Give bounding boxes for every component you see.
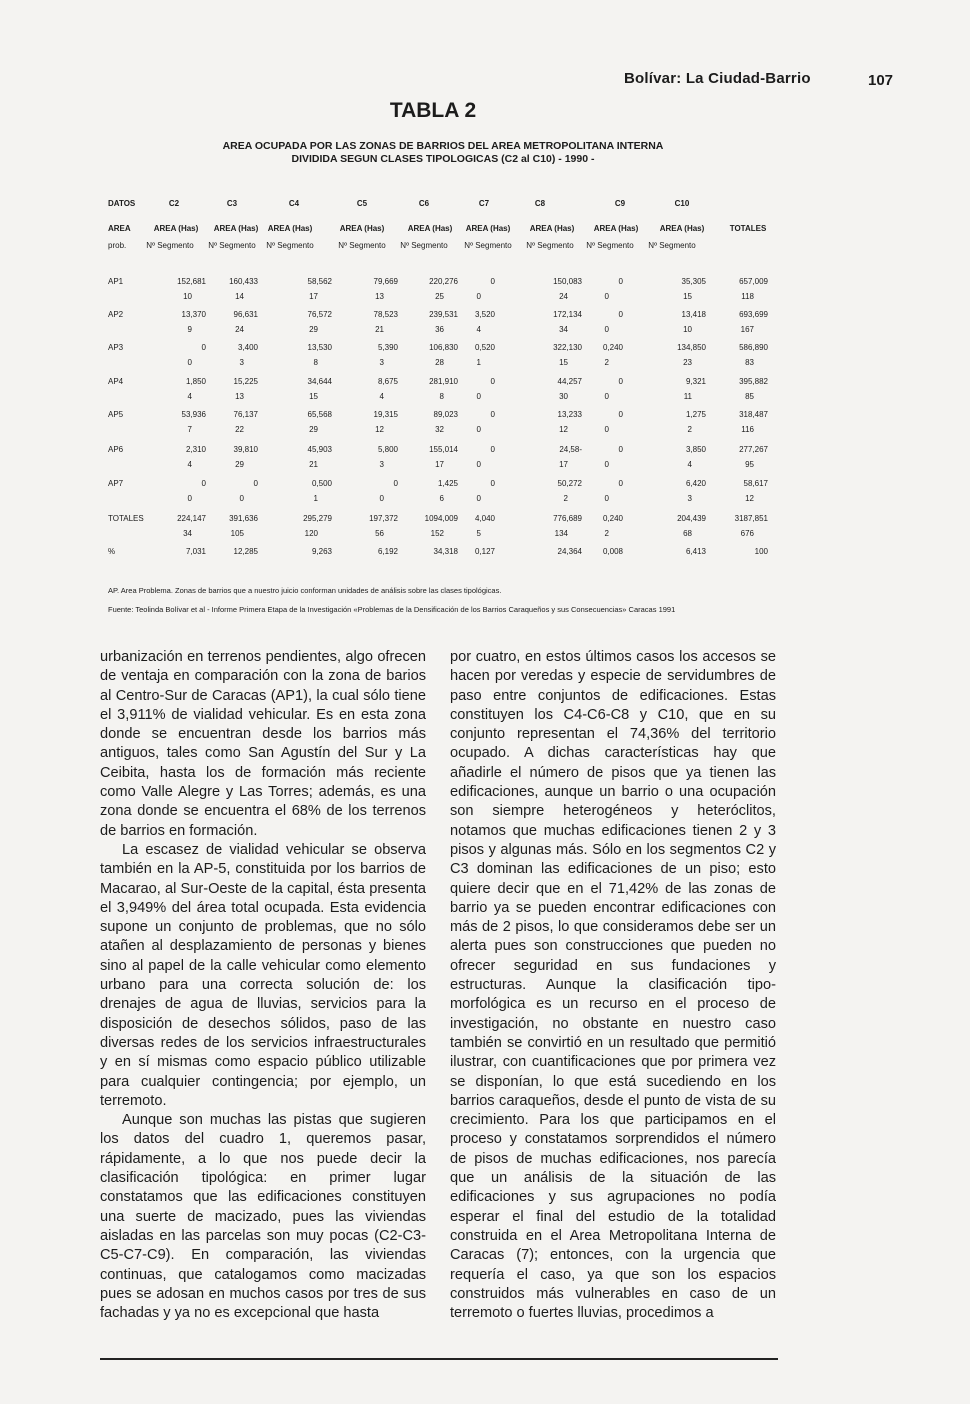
table-header-cell: Nº Segmento (400, 241, 448, 250)
table-cell-area: 220,276 (429, 277, 458, 286)
table-cell-segment: 152 (430, 529, 444, 538)
table-cell-area: 395,882 (739, 377, 768, 386)
table-header-cell: AREA (Has) (659, 224, 705, 233)
table-row-label: AP2 (108, 310, 124, 319)
running-head: Bolívar: La Ciudad-Barrio (624, 70, 811, 87)
table-cell-segment: 12 (745, 494, 754, 503)
table-header-cell: C2 (168, 199, 180, 208)
table-header-cell: Nº Segmento (648, 241, 696, 250)
body-column-right (450, 648, 776, 1323)
table-cell-segment: 1 (476, 358, 481, 367)
table-cell-segment: 7 (187, 425, 192, 434)
table-cell-segment: 17 (309, 292, 318, 301)
table-cell-area: 58,617 (743, 479, 768, 488)
data-table (0, 0, 970, 640)
table-cell-area: 152,681 (177, 277, 206, 286)
table-header-cell: AREA (Has) (593, 224, 639, 233)
table-cell-area: 0,240 (602, 343, 623, 352)
table-cell-area: 3187,851 (734, 514, 768, 523)
table-cell-segment: 24 (235, 325, 244, 334)
paragraph: La escasez de vialidad vehicular se observa también en la AP-5, constituida por los barrios de Macarao, al Sur-Oeste de la capital, ésta presenta el 3,949% del área total ocupada. Esta evidencia supone un conjunto de problemas, que no sólo atañen al desplazamiento de personas y bienes sino al papel de la calle vehicular como elemento urbano para una correcta solución de: los drenajes de agua de lluvias, servicios para la disposición de desechos sólidos, paso de las diversas redes de los servicios infraestructurales y en sí mismas como espacio público utilizable para cualquier contingencia; por ejemplo, un terremoto. (100, 841, 426, 1109)
table-cell-area: 89,023 (433, 410, 458, 419)
table-cell-segment: 56 (375, 529, 384, 538)
table-cell-area: 586,890 (739, 343, 768, 352)
table-cell-area: 5,800 (377, 445, 398, 454)
table-caption-line: AREA OCUPADA POR LAS ZONAS DE BARRIOS DEL AREA METROPOLITANA INTERNA (222, 140, 664, 152)
table-cell-area: 0 (618, 445, 623, 454)
table-row-label: TOTALES (108, 514, 144, 523)
table-cell-segment: 105 (230, 529, 244, 538)
table-cell-segment: 3 (687, 494, 692, 503)
table-cell-area: 106,830 (429, 343, 458, 352)
table-header-cell: AREA (Has) (465, 224, 511, 233)
table-cell-area: 78,523 (373, 310, 398, 319)
table-cell-area: 0,240 (602, 514, 623, 523)
table-cell-area: 24,364 (557, 547, 582, 556)
bottom-rule (100, 1358, 778, 1360)
table-cell-area: 776,689 (553, 514, 582, 523)
table-cell-area: 3,400 (237, 343, 258, 352)
table-cell-segment: 29 (235, 460, 244, 469)
table-cell-segment: 15 (309, 392, 318, 401)
table-cell-segment: 118 (741, 292, 754, 301)
table-cell-segment: 10 (183, 292, 192, 301)
table-header-cell: C4 (288, 199, 300, 208)
table-cell-area: 155,014 (429, 445, 458, 454)
table-cell-area: 1094,009 (424, 514, 458, 523)
table-cell-segment: 32 (435, 425, 444, 434)
table-cell-area: 35,305 (681, 277, 706, 286)
table-note: AP. Area Problema. Zonas de barrios que a nuestro juicio conforman unidades de análisis sobre las clases tipológicas. (108, 586, 502, 595)
table-row-label: AP4 (108, 377, 124, 386)
table-header-cell: C3 (226, 199, 238, 208)
table-cell-segment: 22 (235, 425, 244, 434)
table-cell-segment: 3 (239, 358, 244, 367)
table-cell-area: 657,009 (739, 277, 768, 286)
table-cell-area: 0 (253, 479, 258, 488)
table-cell-area: 34,318 (433, 547, 458, 556)
table-caption-line: DIVIDIDA SEGUN CLASES TIPOLOGICAS (C2 al C10) - 1990 - (291, 153, 595, 165)
table-cell-area: 13,418 (681, 310, 706, 319)
table-cell-segment: 2 (604, 358, 609, 367)
table-cell-area: 58,562 (307, 277, 332, 286)
table-cell-area: 6,192 (377, 547, 398, 556)
table-cell-segment: 68 (683, 529, 692, 538)
table-header-cell: AREA (Has) (407, 224, 453, 233)
table-cell-segment: 29 (309, 325, 318, 334)
table-row-label: AP1 (108, 277, 124, 286)
table-cell-segment: 0 (476, 425, 481, 434)
table-cell-area: 3,520 (474, 310, 495, 319)
paragraph: Aunque son muchas las pistas que sugieren los datos del cuadro 1, queremos pasar, rápidamente, a lo que nos puede decir la clasificación tipológica: en primer lugar constatamos que las edificaciones constituyen una suerte de macizado, pues las viviendas aisladas en las parcelas son muy pocas (C2-C3-C5-C7-C9). En comparación, las viviendas continuas, que catalogamos como macizadas pues se adosan en muchos casos por tres de sus fachadas y ya no es excepcional que hasta (100, 1112, 426, 1322)
table-cell-segment: 4 (687, 460, 692, 469)
table-cell-area: 65,568 (307, 410, 332, 419)
table-cell-segment: 0 (476, 392, 481, 401)
table-header-cell: C5 (356, 199, 368, 208)
table-cell-segment: 2 (563, 494, 568, 503)
table-cell-segment: 4 (476, 325, 481, 334)
table-cell-area: 0 (618, 410, 623, 419)
table-header-cell: Nº Segmento (464, 241, 512, 250)
table-cell-area: 1,275 (685, 410, 706, 419)
table-cell-area: 0 (393, 479, 398, 488)
table-cell-area: 0 (618, 310, 623, 319)
table-cell-segment: 1 (313, 494, 318, 503)
table-cell-segment: 0 (604, 325, 609, 334)
table-cell-area: 34,644 (307, 377, 332, 386)
table-cell-segment: 29 (309, 425, 318, 434)
table-cell-segment: 24 (559, 292, 568, 301)
table-cell-area: 172,134 (553, 310, 582, 319)
table-header-cell: Nº Segmento (266, 241, 314, 250)
table-row-label: AP3 (108, 343, 124, 352)
table-cell-segment: 85 (745, 392, 754, 401)
table-cell-segment: 0 (604, 494, 609, 503)
table-cell-segment: 9 (187, 325, 192, 334)
table-header-cell: Nº Segmento (586, 241, 634, 250)
table-cell-segment: 0 (604, 392, 609, 401)
table-cell-area: 134,850 (677, 343, 706, 352)
table-cell-segment: 12 (375, 425, 384, 434)
table-header-cell: Nº Segmento (338, 241, 386, 250)
table-cell-area: 0 (490, 479, 495, 488)
table-cell-segment: 28 (435, 358, 444, 367)
table-row-label: % (108, 547, 116, 556)
table-cell-segment: 4 (187, 460, 192, 469)
table-cell-segment: 0 (476, 460, 481, 469)
table-title: TABLA 2 (389, 99, 477, 122)
table-cell-segment: 134 (554, 529, 568, 538)
table-cell-segment: 14 (235, 292, 244, 301)
table-cell-area: 277,267 (739, 445, 768, 454)
table-cell-segment: 0 (187, 494, 192, 503)
table-cell-area: 2,310 (185, 445, 206, 454)
table-header-cell: C7 (478, 199, 490, 208)
table-cell-segment: 30 (559, 392, 568, 401)
table-cell-area: 693,699 (739, 310, 768, 319)
table-header-cell: Nº Segmento (526, 241, 574, 250)
table-cell-area: 13,233 (557, 410, 582, 419)
table-cell-area: 96,631 (233, 310, 258, 319)
table-header-cell: TOTALES (729, 224, 767, 233)
table-cell-area: 150,083 (553, 277, 582, 286)
table-cell-area: 12,285 (233, 547, 258, 556)
table-cell-area: 79,669 (373, 277, 398, 286)
table-cell-segment: 5 (476, 529, 481, 538)
table-cell-segment: 0 (604, 292, 609, 301)
table-cell-segment: 0 (187, 358, 192, 367)
table-cell-area: 13,370 (181, 310, 206, 319)
table-cell-area: 4,040 (474, 514, 495, 523)
table-cell-area: 0,008 (602, 547, 623, 556)
table-cell-segment: 0 (476, 494, 481, 503)
table-cell-area: 53,936 (181, 410, 206, 419)
table-cell-segment: 83 (745, 358, 754, 367)
table-cell-area: 13,530 (307, 343, 332, 352)
table-cell-segment: 25 (435, 292, 444, 301)
table-cell-area: 19,315 (373, 410, 398, 419)
table-header-cell: C6 (418, 199, 430, 208)
table-cell-area: 6,420 (685, 479, 706, 488)
table-cell-area: 0 (618, 277, 623, 286)
table-cell-area: 0,520 (474, 343, 495, 352)
table-cell-area: 7,031 (185, 547, 206, 556)
table-cell-area: 0 (618, 377, 623, 386)
table-cell-area: 0 (201, 343, 206, 352)
table-cell-segment: 676 (740, 529, 754, 538)
table-cell-segment: 0 (476, 292, 481, 301)
table-cell-segment: 34 (183, 529, 192, 538)
table-cell-area: 0 (201, 479, 206, 488)
table-header-cell: C9 (614, 199, 626, 208)
table-cell-segment: 8 (439, 392, 444, 401)
table-cell-segment: 17 (559, 460, 568, 469)
table-cell-segment: 34 (559, 325, 568, 334)
table-row-label: AP7 (108, 479, 124, 488)
table-cell-area: 224,147 (177, 514, 206, 523)
table-cell-area: 9,321 (685, 377, 706, 386)
table-cell-segment: 11 (683, 392, 692, 401)
table-cell-area: 76,137 (233, 410, 258, 419)
table-header-cell: prob. (108, 241, 127, 250)
table-cell-segment: 0 (239, 494, 244, 503)
body-column-left (100, 648, 426, 1323)
table-cell-segment: 95 (745, 460, 754, 469)
table-cell-segment: 0 (604, 425, 609, 434)
table-cell-segment: 6 (439, 494, 444, 503)
table-cell-segment: 0 (604, 460, 609, 469)
table-cell-segment: 17 (435, 460, 444, 469)
table-header-cell: AREA (Has) (339, 224, 385, 233)
table-cell-segment: 167 (740, 325, 754, 334)
table-cell-segment: 120 (304, 529, 318, 538)
table-cell-area: 3,850 (685, 445, 706, 454)
table-cell-segment: 21 (375, 325, 384, 334)
table-cell-segment: 15 (559, 358, 568, 367)
paragraph: urbanización en terrenos pendientes, algo ofrecen de ventaja en comparación con la zona de barios al Centro-Sur de Caracas (AP1), la cual sólo tiene el 3,911% de vialidad vehicular. Es en esta zona donde se encuentran desde los barrios más antiguos, tales como San Agustín del Sur y La Ceibita, hasta los de formación más reciente como Valle Alegre y Las Torres; además, es una zona donde se encuentra el 68% de los terrenos de barrios en formación. (100, 649, 426, 839)
table-cell-area: 6,413 (685, 547, 706, 556)
table-header-cell: AREA (Has) (529, 224, 575, 233)
table-cell-area: 322,130 (553, 343, 582, 352)
table-cell-area: 318,487 (739, 410, 768, 419)
table-cell-segment: 36 (435, 325, 444, 334)
table-cell-area: 44,257 (557, 377, 582, 386)
table-cell-segment: 23 (683, 358, 692, 367)
table-cell-segment: 2 (687, 425, 692, 434)
table-cell-area: 0 (618, 479, 623, 488)
table-header-cell: AREA (Has) (267, 224, 313, 233)
table-header-cell: AREA (Has) (153, 224, 199, 233)
table-cell-segment: 13 (235, 392, 244, 401)
table-cell-segment: 0 (379, 494, 384, 503)
table-cell-segment: 3 (379, 358, 384, 367)
table-header-cell: Nº Segmento (208, 241, 256, 250)
table-cell-segment: 4 (187, 392, 192, 401)
table-cell-area: 1,425 (437, 479, 458, 488)
table-cell-segment: 3 (379, 460, 384, 469)
table-header-cell: DATOS (108, 199, 136, 208)
table-cell-area: 24,58- (559, 445, 582, 454)
table-cell-area: 9,263 (311, 547, 332, 556)
table-cell-area: 39,810 (233, 445, 258, 454)
table-row-label: AP5 (108, 410, 124, 419)
paragraph: por cuatro, en estos últimos casos los accesos se hacen por veredas y especie de servidumbres de paso entre conjuntos de edificaciones. Estas constituyen los C4-C6-C8 y C10, que en su conjunto representan el 74,36% del territorio ocupado. A dichas características hay que añadirle el número de pisos que ya tienen las edificaciones, aunque un barrio o una ocupación son siempre heterogéneos y heteróclitos, notamos que muchas edificaciones tienen 2 y 3 pisos y algunas más. Sólo en los segmentos C2 y C3 dominan las edificaciones de un piso; esto quiere decir que en el 71,42% de las zonas de barrio ya se pueden encontrar edificaciones con más de 2 pisos, lo que consideramos debe ser un alerta pues son construcciones que pueden no ofrecer seguridad en sus fundaciones y estructuras. Aunque la clasificación tipo-morfológica es un recurso en el proceso de investigación, no obstante en nuestro caso también se convirtió en un resultado que permitió ilustrar, con cuantificaciones que por primera vez se disponían, lo que está sucediendo en los barrios caraqueños, desde el punto de vista de su crecimiento. Para los que participamos en el proceso y constatamos sorprendidos el número de pisos de muchas edificaciones, nos parecía que un análisis de la situación de las edificaciones y sus agrupaciones no podía esperar el final del estudio de la totalidad construida en el Area Metropolitana Interna de Caracas (7); entonces, con la urgencia que requería el caso, ya que son los espacios construidos más vulnerables en caso de un terremoto o fuertes lluvias, procedimos a (450, 649, 776, 1322)
table-cell-area: 0,500 (311, 479, 332, 488)
table-cell-segment: 2 (604, 529, 609, 538)
page-number: 107 (868, 72, 894, 89)
table-cell-area: 0 (490, 377, 495, 386)
table-header-cell: Nº Segmento (146, 241, 194, 250)
table-cell-segment: 116 (741, 425, 754, 434)
table-cell-segment: 4 (379, 392, 384, 401)
table-cell-area: 295,279 (303, 514, 332, 523)
table-cell-area: 76,572 (307, 310, 332, 319)
table-header-cell: AREA (Has) (213, 224, 259, 233)
table-cell-area: 100 (754, 547, 768, 556)
table-cell-area: 45,903 (307, 445, 332, 454)
table-cell-area: 5,390 (377, 343, 398, 352)
table-cell-segment: 8 (313, 358, 318, 367)
table-cell-area: 50,272 (557, 479, 582, 488)
table-cell-area: 15,225 (233, 377, 258, 386)
table-cell-area: 281,910 (429, 377, 458, 386)
table-cell-area: 197,372 (369, 514, 398, 523)
table-cell-area: 0 (490, 277, 495, 286)
table-cell-segment: 10 (683, 325, 692, 334)
table-cell-segment: 15 (683, 292, 692, 301)
table-source: Fuente: Teolinda Bolívar et al - Informe Primera Etapa de la Investigación «Problemas de la Densificación de los Barrios Caraqueños y sus Consecuencias» Caracas 1991 (108, 605, 676, 614)
table-header-cell: C8 (534, 199, 546, 208)
table-cell-segment: 12 (559, 425, 568, 434)
table-cell-area: 391,636 (229, 514, 258, 523)
table-header-cell: AREA (108, 224, 131, 233)
table-cell-area: 239,531 (429, 310, 458, 319)
table-cell-area: 160,433 (229, 277, 258, 286)
table-cell-area: 0,127 (474, 547, 495, 556)
table-cell-area: 204,439 (677, 514, 706, 523)
table-cell-area: 0 (490, 445, 495, 454)
table-row-label: AP6 (108, 445, 124, 454)
table-cell-area: 0 (490, 410, 495, 419)
table-header-cell: C10 (674, 199, 690, 208)
table-cell-area: 1,850 (185, 377, 206, 386)
table-cell-area: 8,675 (377, 377, 398, 386)
table-cell-segment: 13 (375, 292, 384, 301)
table-cell-segment: 21 (309, 460, 318, 469)
